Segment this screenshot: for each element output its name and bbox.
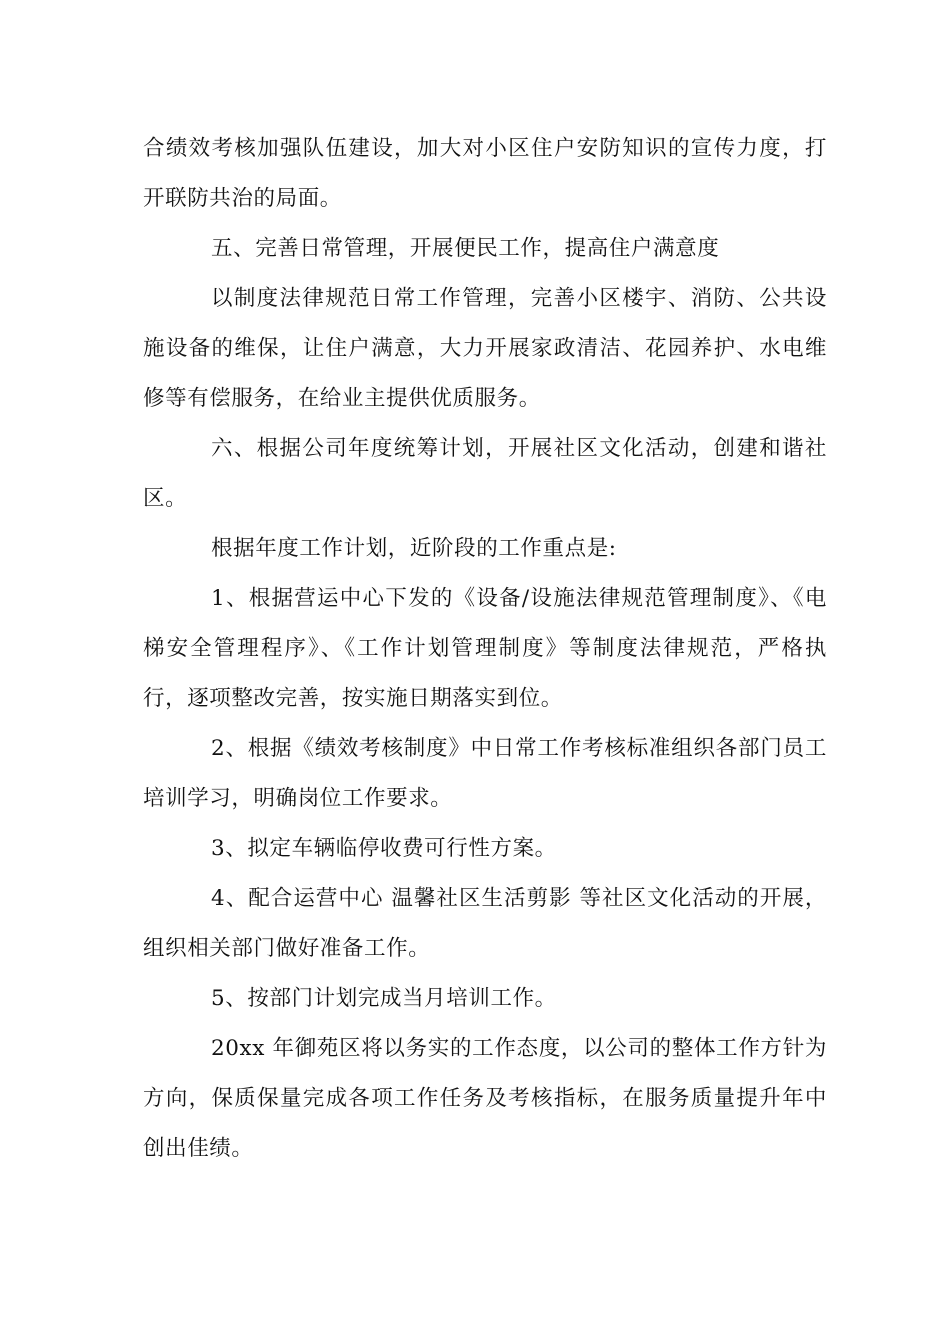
paragraph-10: 5、按部门计划完成当月培训工作。 bbox=[211, 986, 557, 1011]
paragraph-3: 以制度法律规范日常工作管理，完善小区楼宇、消防、公共设施设备的维保，让住户满意，大力开展家政清洁、花园养护、水电维修等有偿服务，在给业主提供优质服务。 bbox=[143, 286, 827, 411]
document-body bbox=[143, 124, 827, 1174]
paragraph-8: 3、拟定车辆临停收费可行性方案。 bbox=[211, 836, 557, 861]
paragraph-9: 4、配合运营中心 温馨社区生活剪影 等社区文化活动的开展，组织相关部门做好准备工作。 bbox=[143, 886, 827, 961]
paragraph-6: 1、根据营运中心下发的《设备/设施法律规范管理制度》、《电梯安全管理程序》、《工作计划管理制度》等制度法律规范，严格执行，逐项整改完善，按实施日期落实到位。 bbox=[143, 586, 827, 711]
paragraph-2: 五、完善日常管理，开展便民工作，提高住户满意度 bbox=[211, 236, 720, 261]
paragraph-11: 20xx 年御苑区将以务实的工作态度，以公司的整体工作方针为方向，保质保量完成各项工作任务及考核指标，在服务质量提升年中创出佳绩。 bbox=[143, 1036, 827, 1161]
paragraph-4: 六、根据公司年度统筹计划，开展社区文化活动，创建和谐社区。 bbox=[143, 436, 827, 511]
paragraph-7: 2、根据《绩效考核制度》中日常工作考核标准组织各部门员工培训学习，明确岗位工作要求。 bbox=[143, 736, 827, 811]
paragraph-5: 根据年度工作计划，近阶段的工作重点是: bbox=[211, 536, 617, 561]
paragraph-1: 合绩效考核加强队伍建设，加大对小区住户安防知识的宣传力度，打开联防共治的局面。 bbox=[143, 136, 827, 211]
